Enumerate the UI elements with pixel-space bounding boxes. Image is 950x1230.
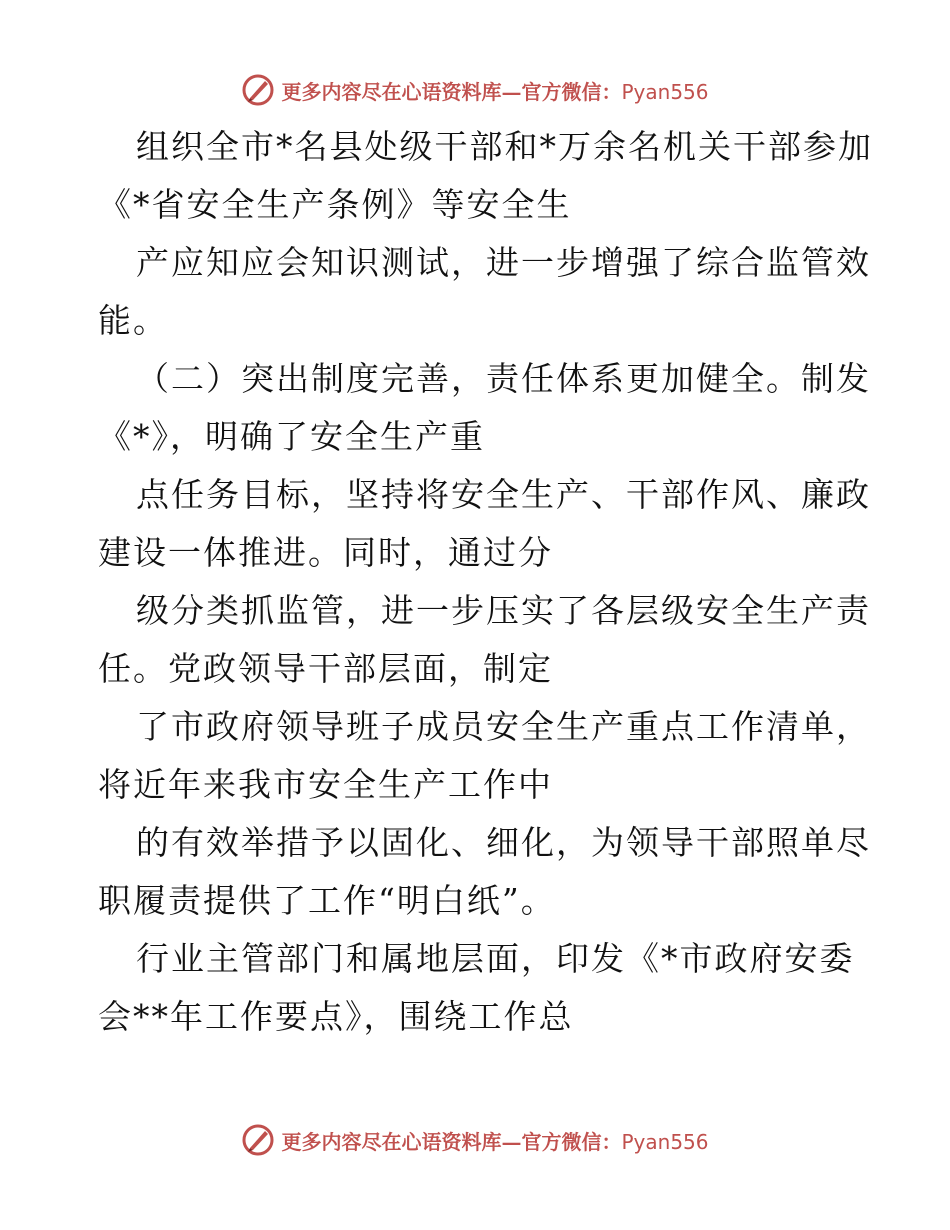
footer-banner-text: 更多内容尽在心语资料库—官方微信：Pyan556 bbox=[281, 1129, 709, 1154]
body-line: 《*》，明确了安全生产重 bbox=[98, 417, 485, 456]
header-banner-text: 更多内容尽在心语资料库—官方微信：Pyan556 bbox=[281, 79, 709, 104]
body-line: 点任务目标，坚持将安全生产、干部作风、廉政 bbox=[136, 475, 871, 514]
body-line: 会**年工作要点》，围绕工作总 bbox=[98, 997, 574, 1036]
body-line: 级分类抓监管，进一步压实了各层级安全生产责 bbox=[136, 591, 871, 630]
document-body bbox=[98, 118, 873, 1046]
body-line: （二）突出制度完善，责任体系更加健全。制发 bbox=[136, 359, 871, 398]
body-line: 产应知应会知识测试，进一步增强了综合监管效 bbox=[136, 243, 871, 282]
body-line: 组织全市*名县处级干部和*万余名机关干部参加 bbox=[136, 127, 873, 166]
body-line: 任。党政领导干部层面，制定 bbox=[98, 649, 553, 688]
body-line: 职履责提供了工作“明白纸”。 bbox=[98, 881, 556, 920]
body-line: 建设一体推进。同时，通过分 bbox=[98, 533, 553, 572]
body-line: 行业主管部门和属地层面，印发《*市政府安委 bbox=[136, 939, 855, 978]
footer-banner bbox=[0, 1120, 950, 1160]
body-line: 了市政府领导班子成员安全生产重点工作清单， bbox=[136, 707, 871, 746]
body-line: 能。 bbox=[98, 301, 168, 340]
footer-wechat-id: Pyan556 bbox=[621, 1129, 709, 1154]
header-wechat-id: Pyan556 bbox=[621, 79, 709, 104]
pen-logo-icon bbox=[241, 1123, 275, 1157]
body-line: 的有效举措予以固化、细化，为领导干部照单尽 bbox=[136, 823, 871, 862]
body-line: 将近年来我市安全生产工作中 bbox=[98, 765, 553, 804]
pen-logo-icon bbox=[241, 73, 275, 107]
header-banner bbox=[0, 70, 950, 110]
body-line: 《*省安全生产条例》等安全生 bbox=[98, 185, 572, 224]
